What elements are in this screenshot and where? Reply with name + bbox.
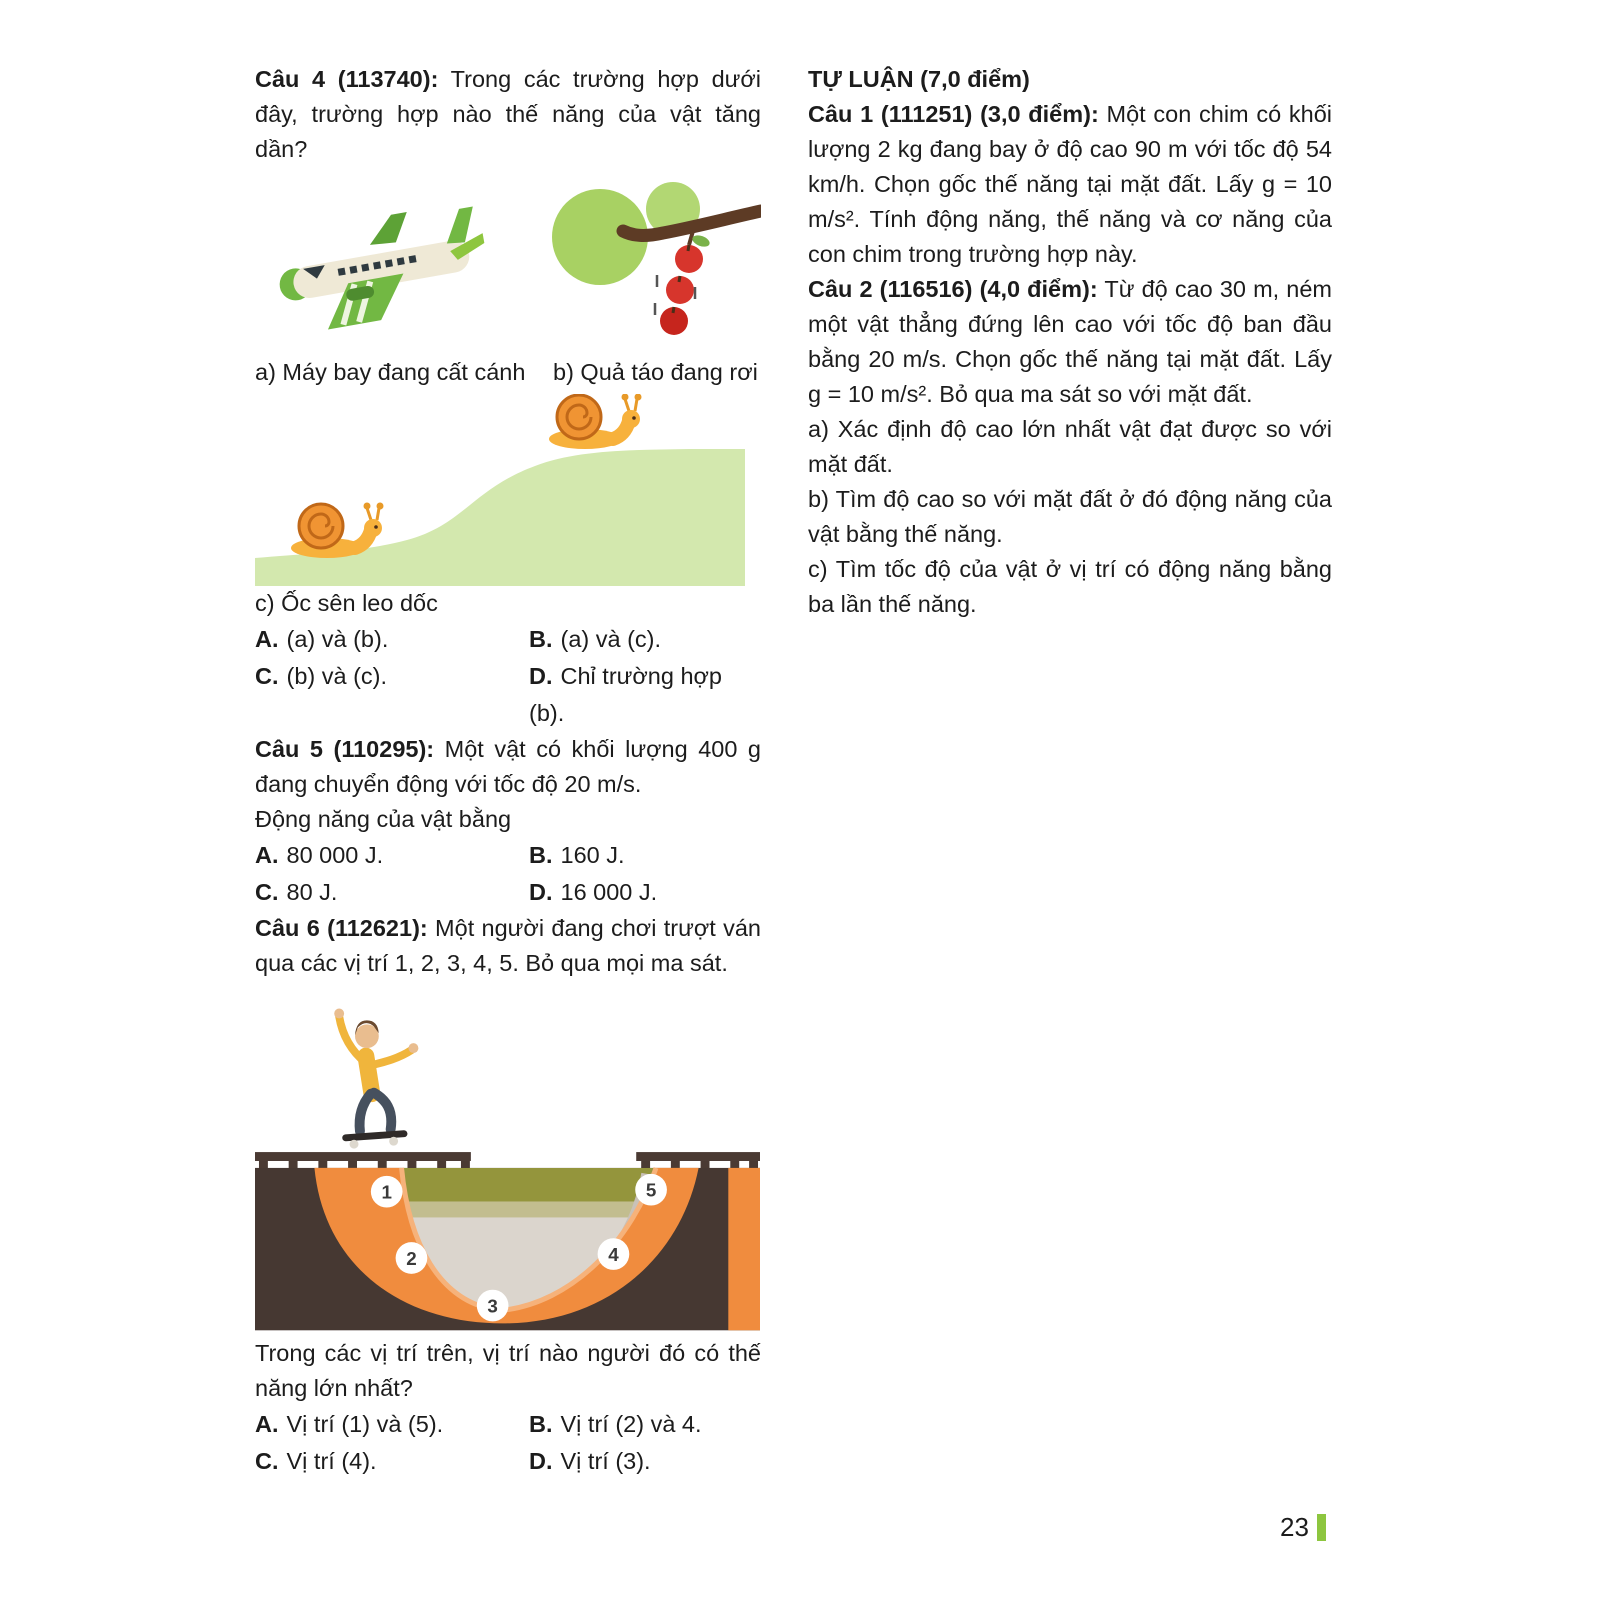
apple-tree-illustration [543,175,761,351]
q4-stem: Câu 4 (113740): Trong các trường hợp dưới đây, trường hợp nào thế năng của vật tăng dần? [255,66,761,162]
q5-option-a: A. 80 000 J. [255,842,384,868]
position-5: 5 [645,1179,657,1201]
essay-q2-label: Câu 2 (116516) (4,0 điểm): [808,276,1098,302]
q6-option-c: C. Vị trí (4). [255,1448,377,1474]
q5-label: Câu 5 (110295): [255,736,435,762]
q6-question: Trong các vị trí trên, vị trí nào người đó có thế năng lớn nhất? [255,1340,761,1401]
airplane-illustration [255,179,490,351]
skate-ramp-illustration [255,987,760,1332]
snail-slope-illustration [255,394,745,586]
essay-q2-part-c: c) Tìm tốc độ của vật ở vị trí có động năng bằng ba lần thế năng. [808,556,1332,617]
q4-option-c: C. (b) và (c). [255,663,388,689]
q4-options [255,621,761,732]
position-2: 2 [406,1247,417,1269]
q5-stem2: Động năng của vật bằng [255,806,512,832]
q4-captions [255,355,761,390]
essay-q2-part-a: a) Xác định độ cao lớn nhất vật đạt được so với mặt đất. [808,416,1332,477]
caption-c: c) Ốc sên leo dốc [255,590,438,616]
q4-option-b: B. (a) và (c). [529,626,662,652]
q5-option-d: D. 16 000 J. [529,879,658,905]
q6-label: Câu 6 (112621): [255,915,428,941]
position-4: 4 [608,1243,619,1265]
essay-q1-label: Câu 1 (111251) (3,0 điểm): [808,101,1099,127]
essay-section-title: TỰ LUẬN (7,0 điểm) [808,66,1030,92]
position-1: 1 [381,1181,392,1203]
q6-option-a: A. Vị trí (1) và (5). [255,1411,444,1437]
q5-stem: Câu 5 (110295): Một vật có khối lượng 400 g đang chuyển động với tốc độ 20 m/s. [255,736,761,797]
q6-options [255,1406,761,1480]
ramp-railings [255,1152,760,1169]
page-number [1280,1512,1326,1543]
skater-illustration [334,1008,418,1148]
q4-label: Câu 4 (113740): [255,66,439,92]
position-3: 3 [487,1295,498,1317]
q5-option-c: C. 80 J. [255,879,338,905]
essay-q1: Câu 1 (111251) (3,0 điểm): Một con chim có khối lượng 2 kg đang bay ở độ cao 90 m với tốc độ 54 km/h. Chọn gốc thế năng tại mặt đất. Lấy g = 10 m/s². Tính động năng, thế năng và cơ năng của con chim trong trường hợp này. [808,101,1332,267]
essay-q2-part-b: b) Tìm độ cao so với mặt đất ở đó động năng của vật bằng thế năng. [808,486,1332,547]
page-number-text: 23 [1280,1512,1309,1542]
q4-option-a: A. (a) và (b). [255,626,389,652]
snail-top [549,394,642,449]
page-marker [1317,1514,1326,1541]
right-column [808,62,1332,622]
q5-options [255,837,761,911]
q4-figures [255,175,761,351]
q5-option-b: B. 160 J. [529,842,625,868]
left-column [255,62,761,1480]
q6-stem: Câu 6 (112621): Một người đang chơi trượt ván qua các vị trí 1, 2, 3, 4, 5. Bỏ qua mọi ma sát. [255,915,761,976]
caption-b: b) Quả táo đang rơi [553,359,758,385]
q6-option-d: D. Vị trí (3). [529,1448,651,1474]
essay-q2: Câu 2 (116516) (4,0 điểm): Từ độ cao 30 m, ném một vật thẳng đứng lên cao với tốc độ ban đầu bằng 20 m/s. Chọn gốc thế năng tại mặt đất. Lấy g = 10 m/s². Bỏ qua ma sát so với mặt đất. [808,276,1333,407]
q6-option-b: B. Vị trí (2) và 4. [529,1411,702,1437]
caption-a: a) Máy bay đang cất cánh [255,359,526,385]
q4-option-d: D. Chỉ trường hợp (b). [529,663,723,726]
